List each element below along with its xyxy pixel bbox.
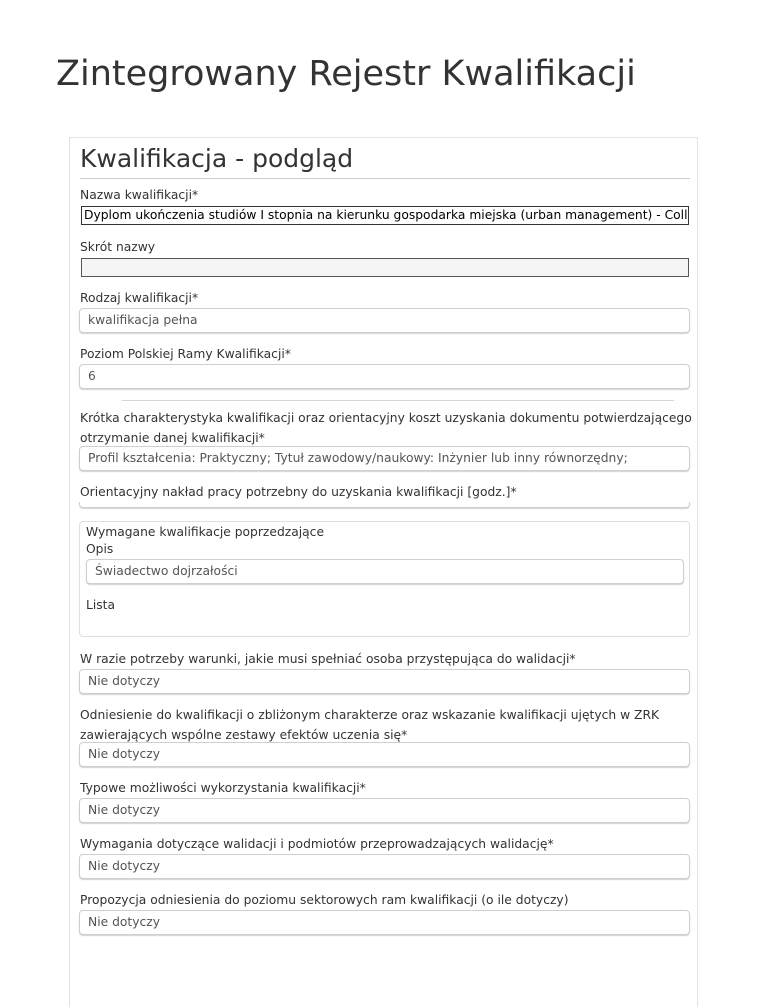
prerequisites-title: Wymagane kwalifikacje poprzedzające [86, 525, 325, 539]
validation-requirements-value: Nie dotyczy [79, 854, 690, 879]
usage-label: Typowe możliwości wykorzystania kwalifikacji* [80, 781, 366, 795]
prerequisites-description-value: Świadectwo dojrzałości [86, 559, 684, 584]
prerequisites-panel [79, 521, 690, 637]
type-value: kwalifikacja pełna [79, 308, 690, 333]
prk-level-value: 6 [79, 364, 690, 389]
name-label: Nazwa kwalifikacji* [80, 188, 199, 202]
page-title: Zintegrowany Rejestr Kwalifikacji [56, 54, 636, 94]
section-divider [122, 400, 674, 401]
similar-qualifications-value: Nie dotyczy [79, 742, 690, 767]
name-input[interactable]: Dyplom ukończenia studiów I stopnia na kierunku gospodarka miejska (urban management) - Coll [81, 206, 689, 225]
short-name-label: Skrót nazwy [80, 240, 156, 254]
validation-requirements-label: Wymagania dotyczące walidacji i podmiotów przeprowadzających walidację* [80, 837, 554, 851]
characteristics-label: Krótka charakterystyka kwalifikacji oraz orientacyjny koszt uzyskania dokumentu potwierdzającego otrzymanie danej kwalifikacji* [80, 411, 692, 445]
usage-value: Nie dotyczy [79, 798, 690, 823]
short-name-input[interactable] [81, 258, 689, 277]
prk-level-label: Poziom Polskiej Ramy Kwalifikacji* [80, 347, 291, 361]
characteristics-value: Profil kształcenia: Praktyczny; Tytuł zawodowy/naukowy: Inżynier lub inny równorzędny; [79, 446, 690, 471]
similar-qualifications-label: Odniesienie do kwalifikacji o zbliżonym charakterze oraz wskazanie kwalifikacji ujętych w ZRK zawierających wspólne zestawy efektów uczenia się* [80, 708, 660, 742]
heading-divider [80, 178, 690, 179]
prerequisites-list-label: Lista [86, 598, 116, 612]
workload-value [79, 502, 690, 508]
validation-conditions-value: Nie dotyczy [79, 669, 690, 694]
panel-heading: Kwalifikacja - podgląd [80, 144, 354, 173]
type-label: Rodzaj kwalifikacji* [80, 291, 199, 305]
validation-conditions-label: W razie potrzeby warunki, jakie musi spełniać osoba przystępująca do walidacji* [80, 652, 576, 666]
sector-frameworks-value: Nie dotyczy [79, 910, 690, 935]
workload-label: Orientacyjny nakład pracy potrzebny do uzyskania kwalifikacji [godz.]* [80, 485, 517, 499]
sector-frameworks-label: Propozycja odniesienia do poziomu sektorowych ram kwalifikacji (o ile dotyczy) [80, 893, 569, 907]
prerequisites-description-label: Opis [86, 542, 114, 556]
qualification-preview-panel [69, 137, 698, 1007]
